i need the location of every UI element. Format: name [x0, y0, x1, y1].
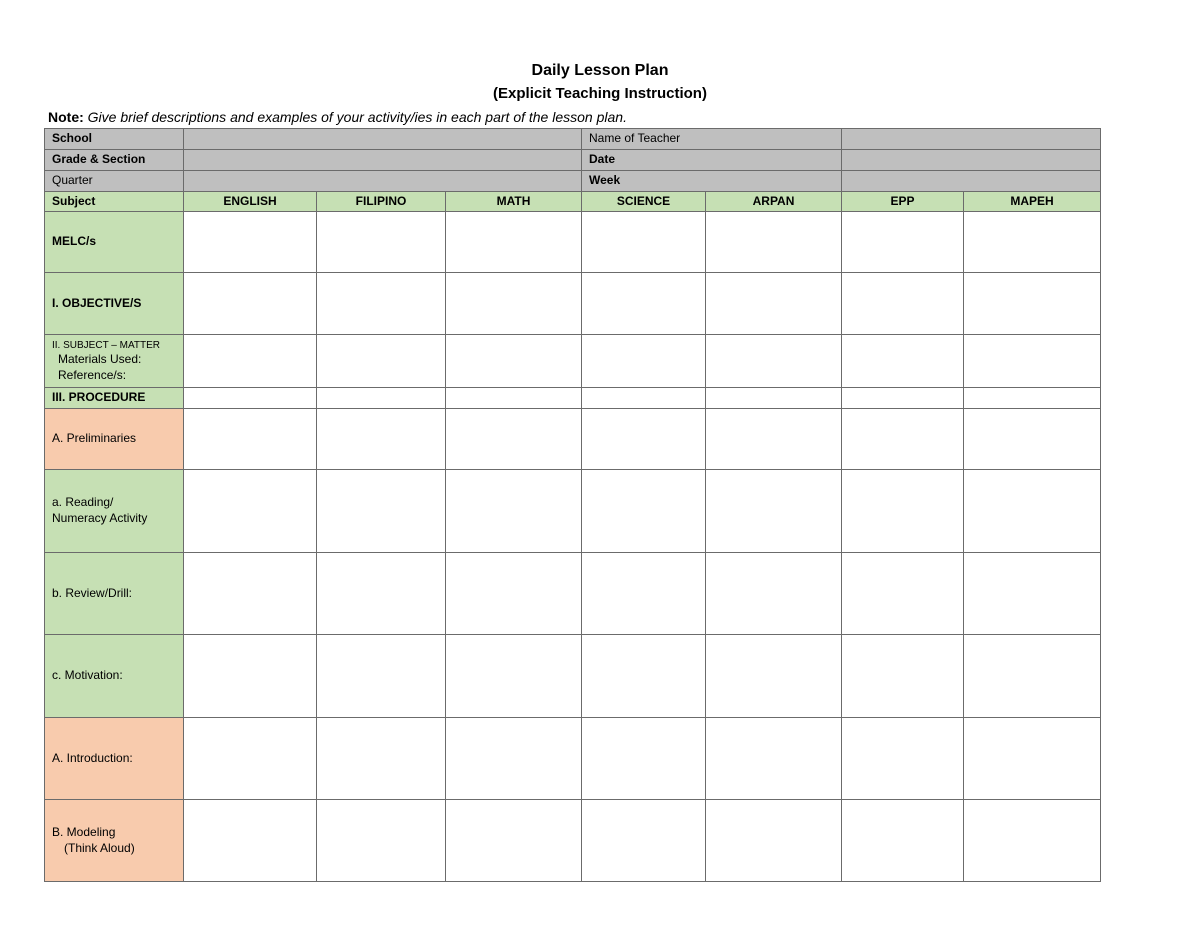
quarter-label: Quarter [45, 171, 184, 192]
cell[interactable] [446, 212, 582, 273]
modeling-label [45, 800, 184, 882]
row-motivation [45, 635, 1101, 718]
cell[interactable] [446, 409, 582, 470]
cell[interactable] [964, 388, 1101, 409]
cell[interactable] [582, 335, 706, 388]
cell[interactable] [842, 273, 964, 335]
cell[interactable] [842, 335, 964, 388]
subject-arpan: ARPAN [706, 192, 842, 212]
cell[interactable] [582, 273, 706, 335]
teacher-value[interactable] [842, 129, 1101, 150]
cell[interactable] [184, 718, 317, 800]
row-reading [45, 470, 1101, 553]
references-label: Reference/s: [58, 367, 127, 382]
cell[interactable] [317, 212, 446, 273]
cell[interactable] [317, 388, 446, 409]
cell[interactable] [964, 273, 1101, 335]
review-label: b. Review/Drill: [45, 553, 184, 635]
cell[interactable] [317, 273, 446, 335]
melcs-label: MELC/s [45, 212, 184, 273]
row-modeling [45, 800, 1101, 882]
cell[interactable] [317, 635, 446, 718]
cell[interactable] [582, 470, 706, 553]
row-procedure [45, 388, 1101, 409]
cell[interactable] [446, 553, 582, 635]
subject-science: SCIENCE [582, 192, 706, 212]
week-value[interactable] [842, 171, 1101, 192]
row-review [45, 553, 1101, 635]
cell[interactable] [706, 635, 842, 718]
cell[interactable] [964, 718, 1101, 800]
cell[interactable] [706, 470, 842, 553]
cell[interactable] [446, 800, 582, 882]
subject-matter-label [45, 335, 184, 388]
school-label: School [45, 129, 184, 150]
reading-line2: Numeracy Activity [52, 511, 148, 525]
week-label: Week [582, 171, 842, 192]
subject-math: MATH [446, 192, 582, 212]
cell[interactable] [706, 800, 842, 882]
cell[interactable] [706, 553, 842, 635]
cell[interactable] [706, 388, 842, 409]
cell[interactable] [184, 635, 317, 718]
cell[interactable] [184, 212, 317, 273]
cell[interactable] [184, 273, 317, 335]
cell[interactable] [184, 409, 317, 470]
row-preliminaries [45, 409, 1101, 470]
subject-english: ENGLISH [184, 192, 317, 212]
subject-epp: EPP [842, 192, 964, 212]
info-row-school [45, 129, 1101, 150]
lesson-plan-table [44, 128, 1101, 882]
cell[interactable] [582, 800, 706, 882]
date-label: Date [582, 150, 842, 171]
cell[interactable] [842, 470, 964, 553]
cell[interactable] [964, 470, 1101, 553]
cell[interactable] [184, 388, 317, 409]
subject-filipino: FILIPINO [317, 192, 446, 212]
page-subtitle: (Explicit Teaching Instruction) [493, 85, 707, 102]
cell[interactable] [582, 553, 706, 635]
cell[interactable] [706, 335, 842, 388]
cell[interactable] [582, 635, 706, 718]
cell[interactable] [446, 388, 582, 409]
cell[interactable] [706, 212, 842, 273]
reading-label [45, 470, 184, 553]
info-row-quarter [45, 171, 1101, 192]
reading-line1: a. Reading/ [52, 495, 114, 510]
cell[interactable] [184, 335, 317, 388]
cell[interactable] [964, 409, 1101, 470]
cell[interactable] [842, 212, 964, 273]
row-subject-matter [45, 335, 1101, 388]
cell[interactable] [964, 335, 1101, 388]
motivation-label: c. Motivation: [45, 635, 184, 718]
note-label: Note: [48, 109, 84, 125]
cell[interactable] [582, 388, 706, 409]
preliminaries-label: A. Preliminaries [45, 409, 184, 470]
procedure-label: III. PROCEDURE [45, 388, 184, 409]
cell[interactable] [317, 553, 446, 635]
cell[interactable] [317, 409, 446, 470]
cell[interactable] [317, 718, 446, 800]
modeling-line2: (Think Aloud) [64, 840, 135, 855]
materials-used-label: Materials Used: [58, 351, 142, 366]
note-text: Give brief descriptions and examples of your activity/ies in each part of the lesson plan. [87, 109, 627, 125]
subject-mapeh: MAPEH [964, 192, 1101, 212]
cell[interactable] [317, 335, 446, 388]
cell[interactable] [184, 470, 317, 553]
cell[interactable] [964, 635, 1101, 718]
cell[interactable] [706, 273, 842, 335]
school-value[interactable] [184, 129, 582, 150]
cell[interactable] [842, 553, 964, 635]
cell[interactable] [964, 553, 1101, 635]
cell[interactable] [184, 800, 317, 882]
row-melcs [45, 212, 1101, 273]
cell[interactable] [446, 635, 582, 718]
page-title: Daily Lesson Plan [531, 62, 669, 79]
cell[interactable] [706, 718, 842, 800]
cell[interactable] [446, 273, 582, 335]
subject-label: Subject [45, 192, 184, 212]
objectives-label: I. OBJECTIVE/S [45, 273, 184, 335]
row-objectives [45, 273, 1101, 335]
grade-section-value[interactable] [184, 150, 582, 171]
cell[interactable] [842, 800, 964, 882]
info-row-grade [45, 150, 1101, 171]
cell[interactable] [706, 409, 842, 470]
cell[interactable] [842, 635, 964, 718]
subject-matter-title: II. SUBJECT – MATTER [52, 339, 160, 351]
cell[interactable] [446, 470, 582, 553]
cell[interactable] [184, 553, 317, 635]
date-value[interactable] [842, 150, 1101, 171]
modeling-line1: B. Modeling [52, 824, 116, 839]
cell[interactable] [842, 718, 964, 800]
cell[interactable] [842, 388, 964, 409]
teacher-label: Name of Teacher [582, 129, 842, 150]
cell[interactable] [446, 718, 582, 800]
cell[interactable] [582, 718, 706, 800]
cell[interactable] [964, 212, 1101, 273]
cell[interactable] [446, 335, 582, 388]
cell[interactable] [317, 800, 446, 882]
subject-header-row [45, 192, 1101, 212]
cell[interactable] [842, 409, 964, 470]
cell[interactable] [582, 409, 706, 470]
cell[interactable] [582, 212, 706, 273]
introduction-label: A. Introduction: [45, 718, 184, 800]
row-introduction [45, 718, 1101, 800]
cell[interactable] [317, 470, 446, 553]
note [48, 109, 627, 125]
cell[interactable] [964, 800, 1101, 882]
grade-section-label: Grade & Section [45, 150, 184, 171]
quarter-value[interactable] [184, 171, 582, 192]
